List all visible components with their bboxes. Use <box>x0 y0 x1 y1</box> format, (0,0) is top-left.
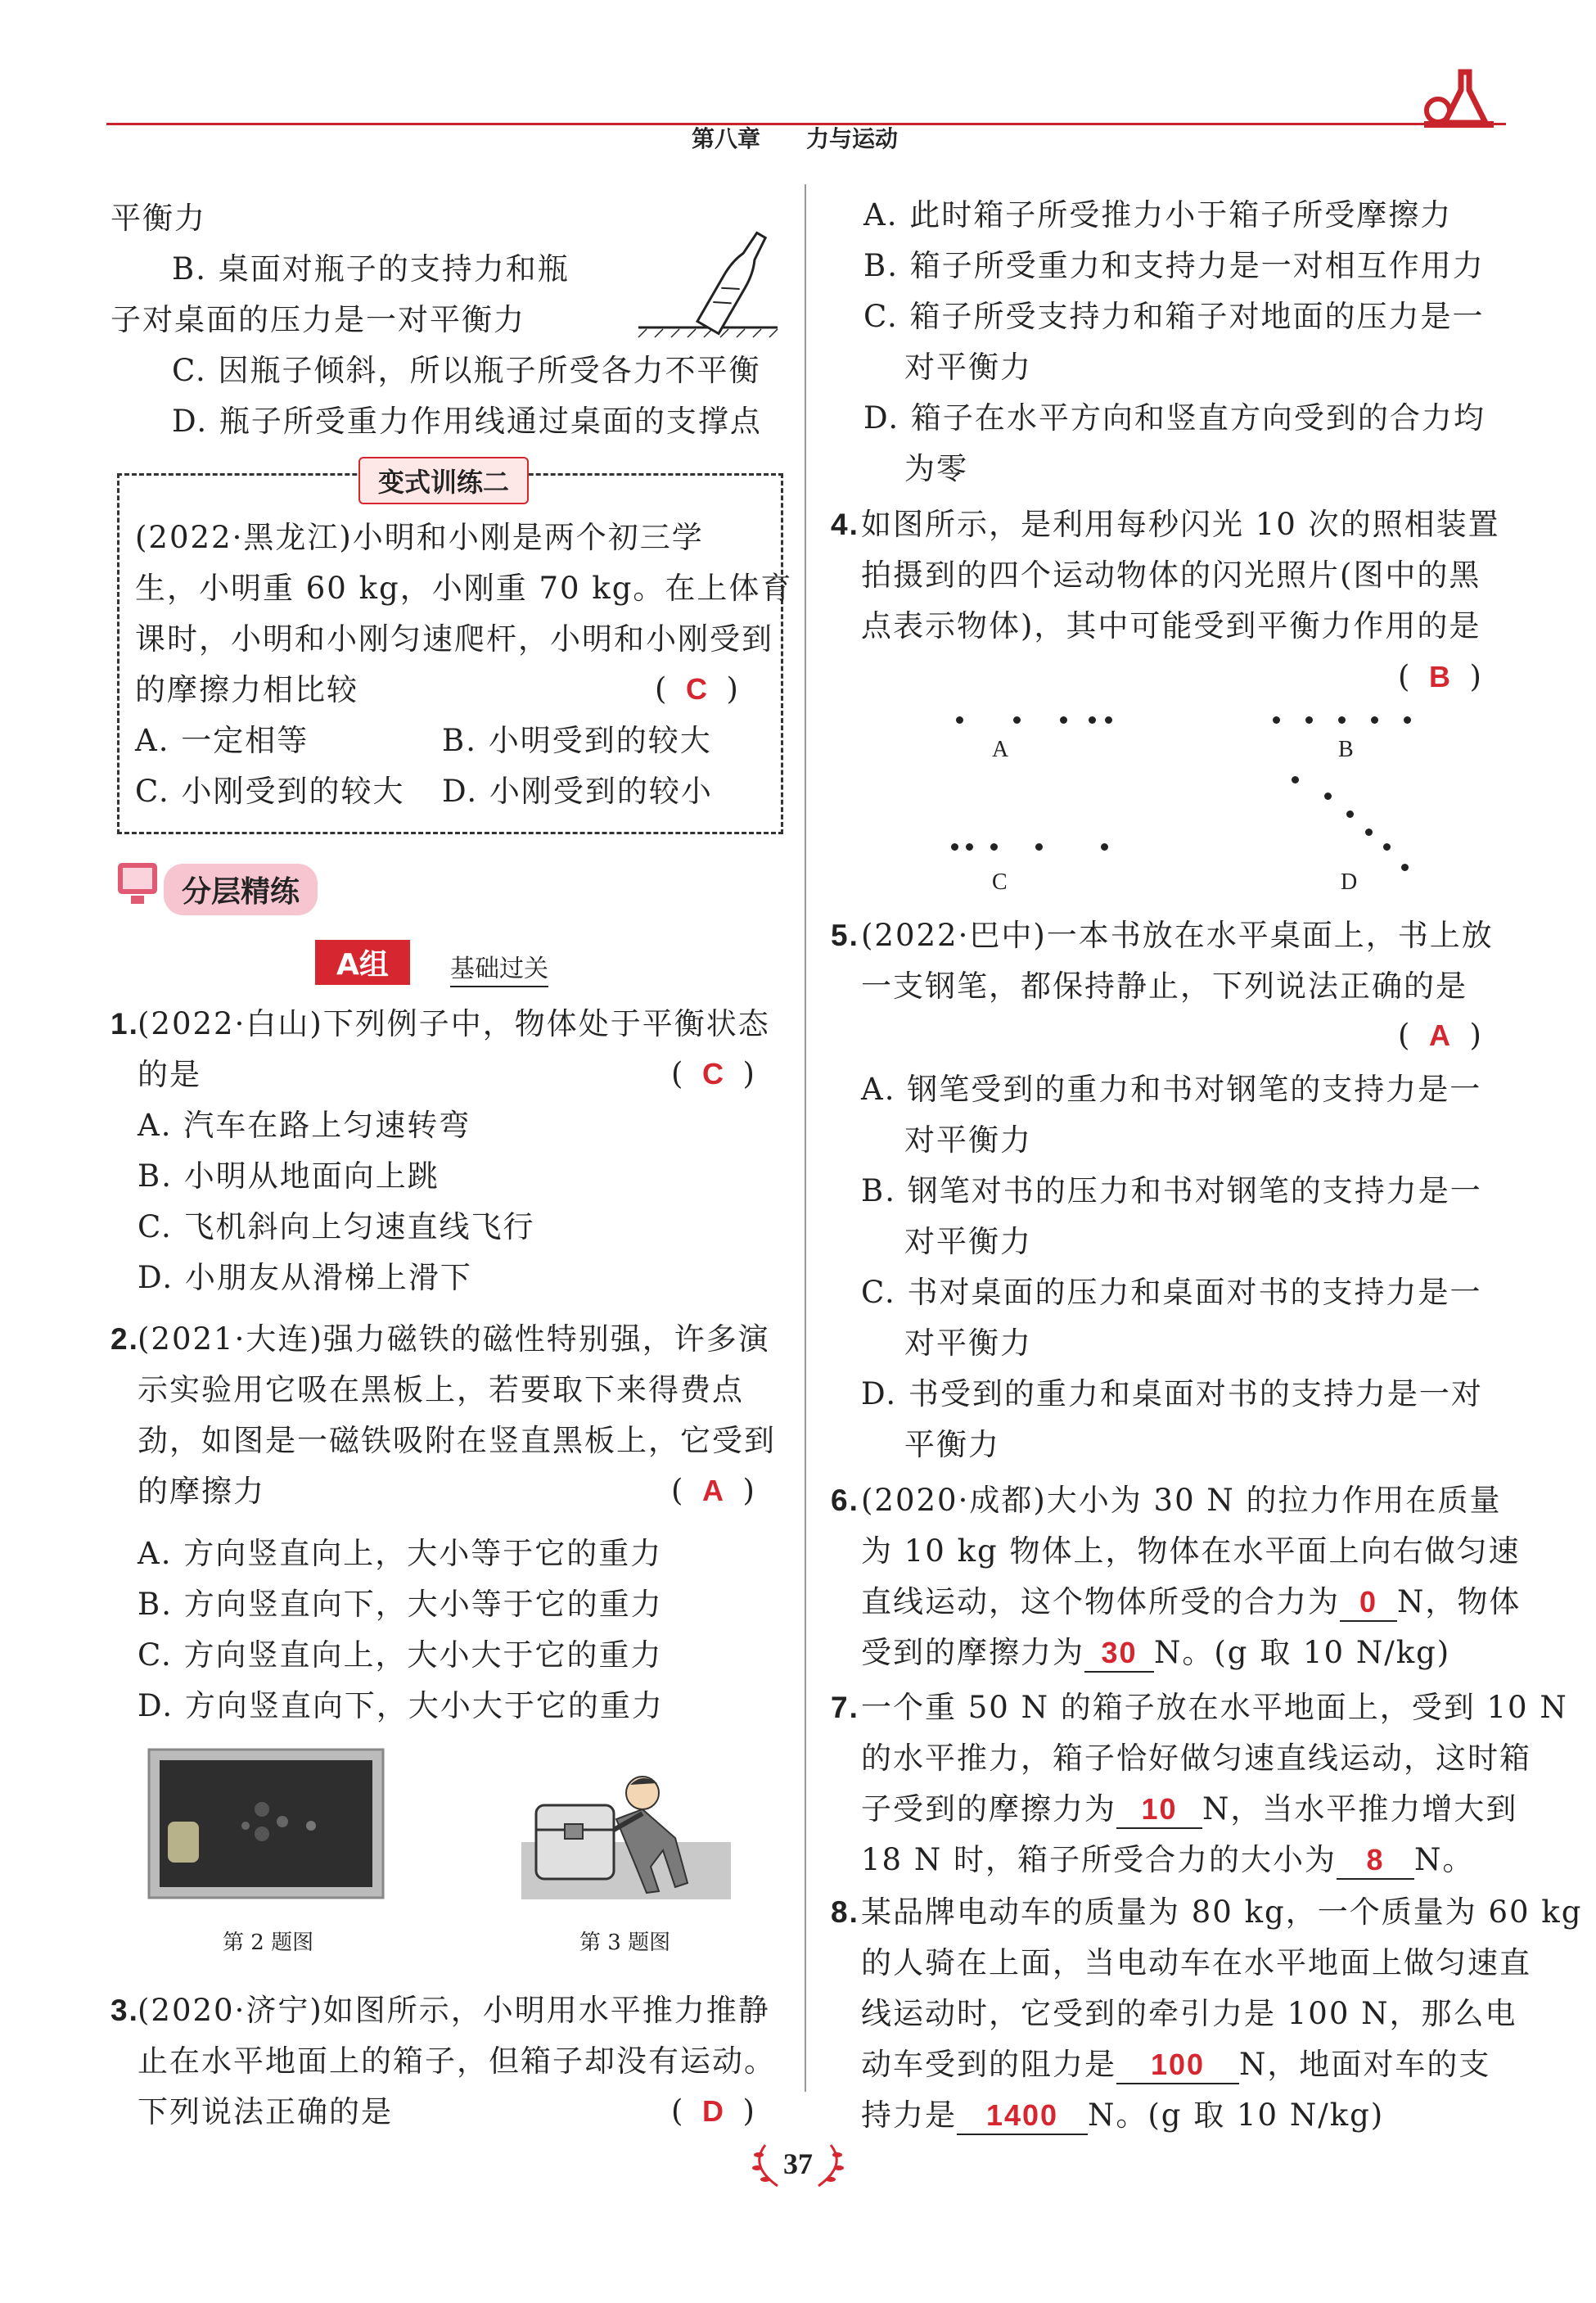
photo-a-dot <box>1060 716 1067 724</box>
q5-answer-paren: ( A ) <box>1398 1018 1481 1053</box>
q1-number: 1. <box>110 1007 139 1041</box>
q8-blank-2: 1400 <box>957 2098 1088 2135</box>
fig3-caption: 第 3 题图 <box>579 1930 671 1955</box>
left-line-2: B. 桌面对瓶子的支持力和瓶 <box>172 251 570 287</box>
photo-c-dot <box>951 843 958 851</box>
tilted-bottle-figure <box>634 196 782 340</box>
q7-line-4-end: N。 <box>1413 1842 1475 1877</box>
q2-option-c: C. 方向竖直向上，大小大于它的重力 <box>138 1637 663 1673</box>
q8-line-5 <box>861 2090 1384 2141</box>
q8-line-5-text: 持力是 <box>861 2098 957 2133</box>
q3-option-b: B. 箱子所受重力和支持力是一对相互作用力 <box>863 248 1485 283</box>
q2-line-2: 示实验用它吸在黑板上，若要取下来得费点 <box>138 1372 744 1407</box>
flask-logo-icon <box>1420 65 1498 131</box>
q1-answer: C <box>701 1057 724 1091</box>
variant-option-d: D. 小刚受到的较小 <box>442 774 713 809</box>
q6-blank-1: 0 <box>1340 1584 1397 1622</box>
q7-line-4 <box>861 1835 1474 1885</box>
header-title: 力与运动 <box>806 125 899 152</box>
q5-option-c-cont: 对平衡力 <box>904 1325 1032 1361</box>
group-label: A组 <box>315 940 410 985</box>
q3-answer-paren: ( D ) <box>671 2093 755 2129</box>
q7-blank-2: 8 <box>1337 1842 1414 1880</box>
photo-a-dot <box>1089 716 1096 724</box>
q1-option-d: D. 小朋友从滑梯上滑下 <box>138 1260 472 1295</box>
q3-number: 3. <box>110 1994 139 2027</box>
left-line-1: 平衡力 <box>110 201 206 236</box>
photo-a-label: A <box>992 737 1009 762</box>
q2-line-3: 劲，如图是一磁铁吸附在竖直黑板上，它受到 <box>138 1423 776 1458</box>
q8-line-4-end: N，地面对车的支 <box>1239 2047 1491 2082</box>
variant-line-4: 的摩擦力相比较 <box>135 672 358 707</box>
variant-option-b: B. 小明受到的较大 <box>442 723 712 758</box>
q5-line-1: (2022·巴中)一本书放在水平桌面上，书上放 <box>861 918 1494 953</box>
photo-d-dot <box>1401 864 1409 871</box>
q5-line-2: 一支钢笔，都保持静止，下列说法正确的是 <box>861 969 1468 1004</box>
q5-option-b: B. 钢笔对书的压力和书对钢笔的支持力是一 <box>861 1173 1482 1208</box>
photo-b-dot <box>1371 716 1378 724</box>
photo-d-dot <box>1324 793 1332 800</box>
q7-blank-1: 10 <box>1116 1791 1202 1829</box>
q6-line-4 <box>861 1628 1450 1678</box>
blackboard-magnet-figure <box>147 1748 385 1899</box>
q2-number: 2. <box>110 1322 139 1356</box>
q8-line-2: 的人骑在上面，当电动车在水平地面上做匀速直 <box>861 1945 1531 1980</box>
q2-option-a: A. 方向竖直向上，大小等于它的重力 <box>138 1536 663 1571</box>
q1-option-a: A. 汽车在路上匀速转弯 <box>138 1108 471 1143</box>
q6-line-2: 为 10 kg 物体上，物体在水平面上向右做匀速 <box>861 1533 1521 1569</box>
q8-number: 8. <box>831 1895 859 1929</box>
q6-line-1: (2020·成都)大小为 30 N 的拉力作用在质量 <box>861 1483 1502 1518</box>
q3-line-3: 下列说法正确的是 <box>138 2094 393 2129</box>
q2-option-d: D. 方向竖直向下，大小大于它的重力 <box>138 1688 664 1723</box>
variant-answer-paren: ( C ) <box>655 671 738 707</box>
q3-line-2: 止在水平地面上的箱子，但箱子却没有运动。 <box>138 2043 776 2079</box>
photo-a-dot <box>1105 716 1112 724</box>
photo-b-dot <box>1404 716 1411 724</box>
q7-number: 7. <box>831 1691 859 1724</box>
fig2-caption: 第 2 题图 <box>223 1930 314 1955</box>
q2-line-1: (2021·大连)强力磁铁的磁性特别强，许多演 <box>138 1321 770 1357</box>
q6-blank-2: 30 <box>1084 1635 1154 1673</box>
q3-option-c-cont: 对平衡力 <box>904 350 1032 385</box>
q2-option-b: B. 方向竖直向下，大小等于它的重力 <box>138 1587 663 1622</box>
column-divider <box>805 184 806 2092</box>
photo-b-dot <box>1273 716 1280 724</box>
q6-line-3 <box>861 1577 1521 1628</box>
q3-line-1: (2020·济宁)如图所示，小明用水平推力推静 <box>138 1993 770 2028</box>
photo-b-dot <box>1305 716 1313 724</box>
photo-c-dot <box>1101 843 1108 851</box>
q6-line-3-text: 直线运动，这个物体所受的合力为 <box>861 1584 1340 1619</box>
q6-line-4-text: 受到的摩擦力为 <box>861 1635 1084 1670</box>
photo-d-label: D <box>1341 869 1358 895</box>
q7-line-3-end: N，当水平推力增大到 <box>1202 1791 1518 1827</box>
left-line-4: C. 因瓶子倾斜，所以瓶子所受各力不平衡 <box>172 353 761 388</box>
q2-answer-paren: ( A ) <box>671 1473 755 1508</box>
group-subtitle: 基础过关 <box>450 948 548 987</box>
variant-line-3: 课时，小明和小刚匀速爬杆，小明和小刚受到 <box>135 621 773 657</box>
photo-a-dot <box>956 716 963 724</box>
variant-title: 变式训练二 <box>358 457 529 504</box>
q1-line-2: 的是 <box>138 1057 201 1092</box>
q4-line-3: 点表示物体)，其中可能受到平衡力作用的是 <box>861 608 1481 643</box>
q3-option-d-cont: 为零 <box>904 451 968 486</box>
q5-option-a: A. 钢笔受到的重力和书对钢笔的支持力是一 <box>861 1072 1482 1107</box>
q5-option-d-cont: 平衡力 <box>904 1427 1000 1462</box>
photo-a-dot <box>1013 716 1021 724</box>
left-line-3: 子对桌面的压力是一对平衡力 <box>110 302 525 337</box>
variant-line-2: 生，小明重 60 kg，小刚重 70 kg。在上体育 <box>135 571 793 606</box>
q8-line-1: 某品牌电动车的质量为 80 kg，一个质量为 60 kg <box>861 1894 1583 1930</box>
q8-line-4 <box>861 2039 1490 2090</box>
q4-line-2: 拍摄到的四个运动物体的闪光照片(图中的黑 <box>861 558 1481 593</box>
photo-d-dot <box>1383 843 1391 851</box>
q3-answer: D <box>701 2094 724 2128</box>
photo-b-label: B <box>1338 737 1354 762</box>
photo-c-dot <box>990 843 998 851</box>
q2-answer: A <box>701 1474 724 1507</box>
left-line-5: D. 瓶子所受重力作用线通过桌面的支撑点 <box>172 404 762 439</box>
photo-c-dot <box>1035 843 1043 851</box>
q6-line-3-end: N，物体 <box>1397 1584 1522 1619</box>
variant-option-a: A. 一定相等 <box>135 723 309 758</box>
q5-answer: A <box>1428 1018 1450 1052</box>
q6-line-4-end: N。(g 取 10 N/kg) <box>1154 1635 1451 1670</box>
q1-answer-paren: ( C ) <box>671 1056 755 1091</box>
q7-line-3 <box>861 1784 1517 1835</box>
q4-line-1: 如图所示，是利用每秒闪光 10 次的照相装置 <box>861 507 1500 542</box>
pushing-box-figure <box>520 1760 733 1903</box>
q7-line-2: 的水平推力，箱子恰好做匀速直线运动，这时箱 <box>861 1741 1531 1776</box>
q4-answer: B <box>1428 660 1450 693</box>
variant-option-c: C. 小刚受到的较大 <box>135 774 405 809</box>
q5-option-a-cont: 对平衡力 <box>904 1122 1032 1158</box>
variant-line-1: (2022·黑龙江)小明和小刚是两个初三学 <box>135 520 704 555</box>
page-number: 37 <box>783 2147 813 2180</box>
q1-option-b: B. 小明从地面向上跳 <box>138 1158 440 1194</box>
q8-line-3: 线运动时，它受到的牵引力是 100 N，那么电 <box>861 1996 1517 2031</box>
q4-answer-paren: ( B ) <box>1398 659 1481 694</box>
monitor-icon <box>115 860 164 909</box>
q2-line-4: 的摩擦力 <box>138 1474 265 1509</box>
q5-number: 5. <box>831 919 859 952</box>
photo-d-dot <box>1292 776 1299 783</box>
q7-line-4-text: 18 N 时，箱子所受合力的大小为 <box>861 1842 1337 1877</box>
q8-line-5-end: N。(g 取 10 N/kg) <box>1088 2098 1385 2133</box>
q5-option-d: D. 书受到的重力和桌面对书的支持力是一对 <box>861 1376 1483 1411</box>
q8-line-4-text: 动车受到的阻力是 <box>861 2047 1116 2082</box>
photo-b-dot <box>1338 716 1346 724</box>
variant-answer: C <box>685 672 707 706</box>
q5-option-c: C. 书对桌面的压力和桌面对书的支持力是一 <box>861 1275 1482 1310</box>
photo-c-label: C <box>992 869 1008 895</box>
q7-line-3-text: 子受到的摩擦力为 <box>861 1791 1116 1827</box>
photo-d-dot <box>1365 829 1373 836</box>
q1-line-1: (2022·白山)下列例子中，物体处于平衡状态 <box>138 1006 770 1041</box>
q4-number: 4. <box>831 508 859 541</box>
header-chapter: 第八章 <box>692 125 761 152</box>
q6-number: 6. <box>831 1483 859 1517</box>
photo-c-dot <box>966 843 973 851</box>
q1-option-c: C. 飞机斜向上匀速直线飞行 <box>138 1209 535 1244</box>
q3-option-c: C. 箱子所受支持力和箱子对地面的压力是一 <box>863 299 1485 334</box>
q5-option-b-cont: 对平衡力 <box>904 1224 1032 1259</box>
section-title: 分层精练 <box>164 864 318 915</box>
q7-line-1: 一个重 50 N 的箱子放在水平地面上，受到 10 N <box>861 1690 1568 1725</box>
photo-d-dot <box>1346 811 1354 818</box>
q3-option-a: A. 此时箱子所受推力小于箱子所受摩擦力 <box>863 197 1453 233</box>
q3-option-d: D. 箱子在水平方向和竖直方向受到的合力均 <box>863 400 1486 436</box>
q8-blank-1: 100 <box>1116 2047 1239 2084</box>
